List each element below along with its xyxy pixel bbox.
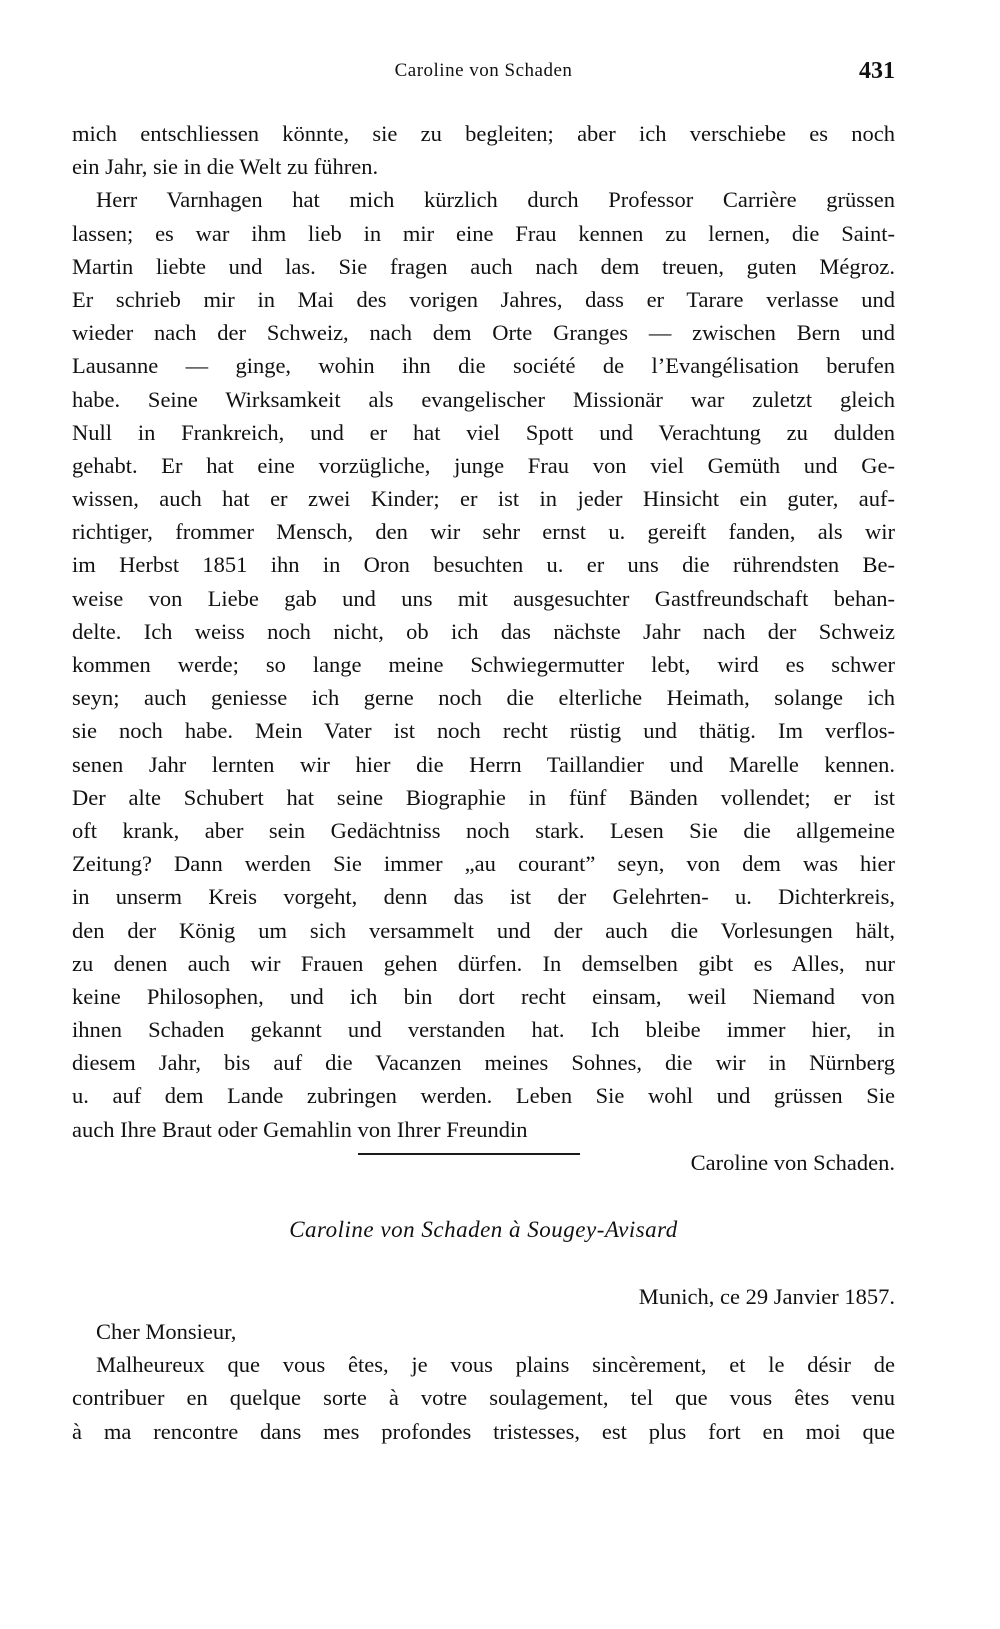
text-line: Er schrieb mir in Mai des vorigen Jahres, dass er Tarare verlasse und	[72, 286, 895, 312]
text-line: Zeitung? Dann werden Sie immer „au courant” seyn, von dem was hier	[72, 851, 895, 877]
text-line: Herr Varnhagen hat mich kürzlich durch Professor Carrière grüssen	[96, 187, 895, 213]
letter-heading: Caroline von Schaden à Sougey-Avisard	[289, 1217, 678, 1242]
text-line: ein Jahr, sie in die Welt zu führen.	[72, 154, 379, 180]
text-line: zu denen auch wir Frauen gehen dürfen. In demselben gibt es Alles, nur	[72, 950, 895, 976]
text-line: lassen; es war ihm lieb in mir eine Frau kennen zu lernen, die Saint-	[72, 220, 895, 246]
text-line: kommen werde; so lange meine Schwiegermutter lebt, wird es schwer	[72, 652, 895, 677]
text-line: senen Jahr lernten wir hier die Herrn Taillandier und Marelle kennen.	[72, 751, 895, 777]
section-divider	[358, 1153, 580, 1155]
text-line: à ma rencontre dans mes profondes tristesses, est plus fort en moi que	[72, 1418, 895, 1444]
text-line: Malheureux que vous êtes, je vous plains sincèrement, et le désir de	[96, 1352, 895, 1378]
text-line: wissen, auch hat er zwei Kinder; er ist in jeder Hinsicht ein guter, auf-	[72, 486, 895, 512]
running-head	[72, 58, 895, 88]
text-line: im Herbst 1851 ihn in Oron besuchten u. er uns die rührendsten Be-	[72, 552, 895, 578]
signature: Caroline von Schaden.	[690, 1149, 895, 1175]
text-line: keine Philosophen, und ich bin dort recht einsam, weil Niemand von	[72, 983, 895, 1009]
text-line: diesem Jahr, bis auf die Vacanzen meines Sohnes, die wir in Nürnberg	[72, 1050, 895, 1076]
second-letter-body	[72, 1315, 895, 1448]
salutation: Cher Monsieur,	[96, 1319, 237, 1344]
running-title: Caroline von Schaden	[394, 60, 573, 81]
text-line: weise von Liebe gab und uns mit ausgesuchter Gastfreundschaft behan-	[72, 585, 895, 611]
text-line: auch Ihre Braut oder Gemahlin von Ihrer Freundin	[72, 1116, 528, 1142]
text-line: delte. Ich weiss noch nicht, ob ich das nächste Jahr nach der Schweiz	[72, 618, 895, 644]
text-line: u. auf dem Lande zubringen werden. Leben Sie wohl und grüssen Sie	[72, 1083, 895, 1109]
letter-body	[72, 117, 895, 1179]
text-line: oft krank, aber sein Gedächtniss noch stark. Lesen Sie die allgemeine	[72, 817, 895, 843]
text-line: Lausanne — ginge, wohin ihn die société de l’Evangélisation berufen	[72, 353, 895, 379]
dateline: Munich, ce 29 Janvier 1857.	[638, 1284, 895, 1309]
text-line: Null in Frankreich, und er hat viel Spott und Verachtung zu dulden	[72, 419, 895, 445]
book-page	[72, 0, 895, 1629]
text-line: gehabt. Er hat eine vorzügliche, junge Frau von viel Gemüth und Ge-	[72, 452, 895, 478]
text-line: Martin liebte und las. Sie fragen auch nach dem treuen, guten Mégroz.	[72, 253, 895, 279]
text-line: contribuer en quelque sorte à votre soulagement, tel que vous êtes venu	[72, 1385, 895, 1411]
text-line: wieder nach der Schweiz, nach dem Orte Granges — zwischen Bern und	[72, 320, 895, 346]
text-line: seyn; auch geniesse ich gerne noch die elterliche Heimath, solange ich	[72, 685, 895, 711]
text-line: mich entschliessen könnte, sie zu begleiten; aber ich verschiebe es noch	[72, 121, 895, 146]
text-line: habe. Seine Wirksamkeit als evangelischer Missionär war zuletzt gleich	[72, 386, 895, 412]
text-line: richtiger, frommer Mensch, den wir sehr ernst u. gereift fanden, als wir	[72, 519, 895, 545]
text-line: ihnen Schaden gekannt und verstanden hat. Ich bleibe immer hier, in	[72, 1017, 895, 1043]
text-line: Der alte Schubert hat seine Biographie in fünf Bänden vollendet; er ist	[72, 784, 895, 810]
text-line: sie noch habe. Mein Vater ist noch recht rüstig und thätig. Im verflos-	[72, 718, 895, 744]
text-line: in unserm Kreis vorgeht, denn das ist der Gelehrten- u. Dichterkreis,	[72, 884, 895, 910]
text-line: den der König um sich versammelt und der auch die Vorlesungen hält,	[72, 917, 895, 943]
page-number: 431	[859, 58, 895, 84]
